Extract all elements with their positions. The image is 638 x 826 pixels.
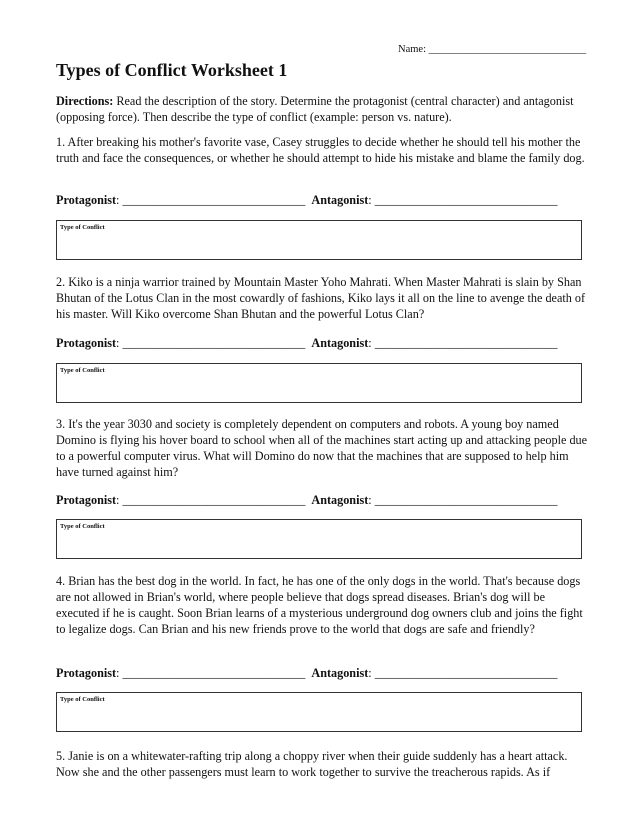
- question-4-answer-row: [56, 666, 588, 681]
- antagonist-label: Antagonist: [311, 193, 369, 207]
- directions: [56, 93, 586, 125]
- protagonist-label: Protagonist: [56, 493, 117, 507]
- protagonist-label: Protagonist: [56, 666, 117, 680]
- antagonist-blank[interactable]: : ______________________________: [368, 666, 558, 680]
- protagonist-label: Protagonist: [56, 193, 117, 207]
- directions-label: Directions:: [56, 94, 114, 108]
- antagonist-blank[interactable]: : ______________________________: [368, 493, 558, 507]
- name-field[interactable]: Name: ______________________________: [398, 44, 587, 55]
- protagonist-blank[interactable]: : ______________________________: [116, 336, 306, 350]
- type-of-conflict-label: Type of Conflict: [60, 696, 105, 703]
- antagonist-label: Antagonist: [311, 493, 369, 507]
- question-2-answer-row: [56, 336, 588, 351]
- question-4-text: 4. Brian has the best dog in the world. In fact, he has one of the only dogs in the world. That's because dogs are not allowed in Brian's world, where people believe that dogs spread diseases. Brian's dog will be executed if he is caught. Soon Brian learns of a mysterious underground dog owners club and joins the fight to legalize dogs. Can Brian and his new friends prove to the world that dogs are safe and friendly?: [56, 574, 583, 636]
- type-of-conflict-box-4[interactable]: [56, 692, 582, 732]
- type-of-conflict-label: Type of Conflict: [60, 523, 105, 530]
- protagonist-blank[interactable]: : ______________________________: [116, 193, 306, 207]
- directions-text: Read the description of the story. Determine the protagonist (central character) and antagonist (opposing force). Then describe the type of conflict (example: person vs. nature).: [56, 94, 574, 124]
- question-3-answer-row: [56, 493, 588, 508]
- type-of-conflict-box-1[interactable]: [56, 220, 582, 260]
- protagonist-blank[interactable]: : ______________________________: [116, 493, 306, 507]
- question-1-text: 1. After breaking his mother's favorite vase, Casey struggles to decide whether he should tell his mother the truth and face the consequences, or whether he should attempt to hide his mistake and blame the family dog.: [56, 135, 585, 165]
- type-of-conflict-box-3[interactable]: [56, 519, 582, 559]
- antagonist-blank[interactable]: : ______________________________: [368, 193, 558, 207]
- type-of-conflict-label: Type of Conflict: [60, 224, 105, 231]
- question-1-answer-row: [56, 193, 588, 208]
- question-3-text: 3. It's the year 3030 and society is completely dependent on computers and robots. A young boy named Domino is flying his hover board to school when all of the machines start acting up and attacking people due to a powerful computer virus. What will Domino do now that the machines that are supposed to help him have turned against him?: [56, 417, 588, 479]
- antagonist-label: Antagonist: [311, 666, 369, 680]
- protagonist-blank[interactable]: : ______________________________: [116, 666, 306, 680]
- question-5-text: 5. Janie is on a whitewater-rafting trip along a choppy river when their guide suddenly has a heart attack. Now she and the other passengers must learn to work together to survive the treacherous rapids. As if: [56, 749, 568, 779]
- antagonist-blank[interactable]: : ______________________________: [368, 336, 558, 350]
- antagonist-label: Antagonist: [311, 336, 369, 350]
- worksheet-title: Types of Conflict Worksheet 1: [56, 60, 288, 80]
- protagonist-label: Protagonist: [56, 336, 117, 350]
- type-of-conflict-box-2[interactable]: [56, 363, 582, 403]
- question-2-text: 2. Kiko is a ninja warrior trained by Mountain Master Yoho Mahrati. When Master Mahrati is slain by Shan Bhutan of the Lotus Clan in the most cowardly of fashions, Kiko lays it all on the line to avenge the death of his master. Will Kiko overcome Shan Bhutan and the powerful Lotus Clan?: [56, 275, 586, 321]
- type-of-conflict-label: Type of Conflict: [60, 367, 105, 374]
